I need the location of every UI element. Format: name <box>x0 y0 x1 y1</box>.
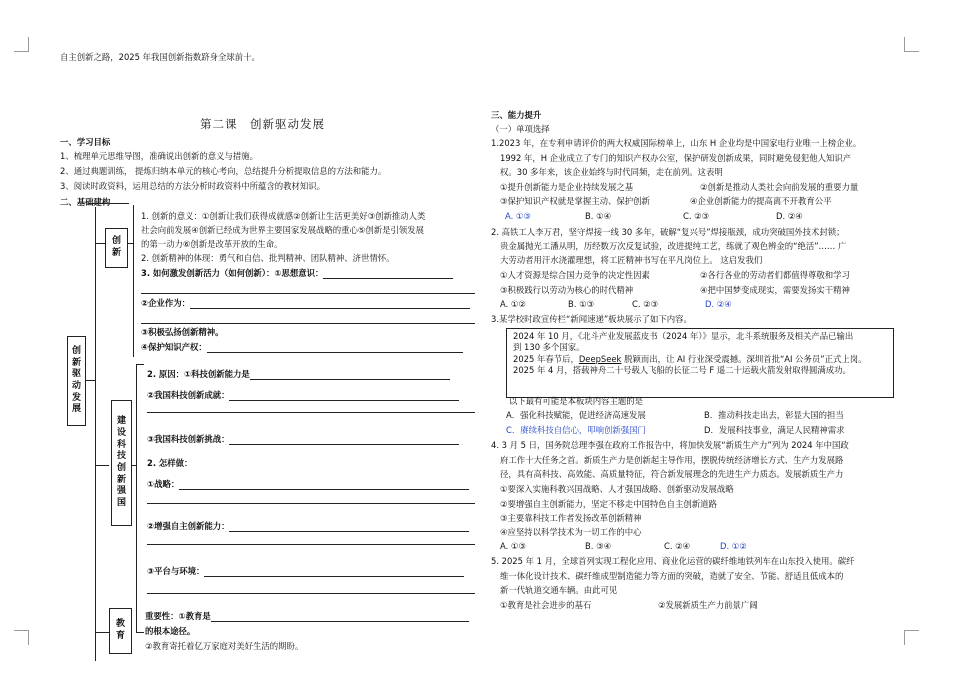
box-char: 新 <box>116 474 126 485</box>
box-char: 国 <box>116 498 126 509</box>
q5-line2: 维一体化设计技术、碳纤维成型制造能力等方面的突破，造就了安全、节能、舒适且低成本的 <box>500 571 844 581</box>
crop-mark-top-right <box>904 37 919 52</box>
q1-option-2: ②创新是推动人类社会向前发展的重要力量 <box>700 182 859 192</box>
answer-line[interactable] <box>147 593 475 594</box>
connector-line <box>133 205 134 357</box>
box-char: 展 <box>71 404 81 415</box>
box-char: 新 <box>111 248 121 258</box>
q4-answer-a[interactable]: A. ①③ <box>500 541 526 551</box>
q1-line3: 权。30 多年来，该企业始终与时代同频，走在前列。这表明 <box>500 167 723 177</box>
q2-option-1: ①人才资源是综合国力竞争的决定性因素 <box>500 270 650 280</box>
q4-line2: 府工作十大任务之首。新质生产力是创新起主导作用，摆脱传统经济增长方式、生产力发展路 <box>500 455 844 465</box>
answer-blank[interactable] <box>204 567 464 577</box>
q1-answer-c[interactable]: C. ②③ <box>683 211 710 221</box>
answer-line[interactable] <box>141 323 475 324</box>
q3-option-c[interactable]: C．赓续科技自信心，叩响创新强国门 <box>506 425 646 435</box>
q3-option-a[interactable]: A．强化科技赋能，促进经济高速发展 <box>506 410 646 420</box>
box-char: 创 <box>111 236 121 247</box>
answer-blank[interactable] <box>229 391 459 401</box>
q5-option-1: ①教育是社会进步的基石 <box>500 600 592 610</box>
b2-strategy-line <box>147 479 469 490</box>
connector-line <box>136 632 144 633</box>
q2-answer-a[interactable]: A. ①② <box>500 299 526 309</box>
answer-blank[interactable] <box>207 343 463 353</box>
answer-blank[interactable] <box>179 480 469 490</box>
box-char: 育 <box>115 631 125 641</box>
b1-ip-line <box>141 342 463 353</box>
q4-option-1: ①要深入实施科教兴国战略、人才强国战略、创新驱动发展战略 <box>500 484 734 494</box>
goal-item: 2、通过典题训练， 提炼归纳本单元的核心考向，总结提升分析提取信息的方法和能力。 <box>60 166 387 176</box>
answer-blank[interactable] <box>211 612 469 622</box>
b2-platform-text: ③平台与环境： <box>147 566 205 576</box>
b2-platform-line <box>147 566 464 577</box>
q2-answer-c[interactable]: C. ②③ <box>632 299 659 309</box>
top-note: 自主创新之路，2025 年我国创新指数跻身全球前十。 <box>60 52 260 62</box>
q1-answer-b[interactable]: B. ①④ <box>585 211 612 221</box>
b1-meaning-line2: 社会向前发展④创新已经成为世界主要国家发展战略的重心⑤创新是引领发展 <box>141 225 425 235</box>
section-heading: 三、能力提升 <box>491 110 542 120</box>
q2-line1: 2. 高铁工人李万君，坚守焊接一线 30 多年，破解“复兴号”焊接瓶颈，成功突破国外技术封锁； <box>491 227 845 237</box>
box-char: 教 <box>115 619 125 630</box>
q2-option-2: ②各行各业的劳动者们都值得尊敬和学习 <box>700 270 850 280</box>
q3-news2-post: 脱颖而出，让 AI 行业深受震撼。深圳首批“AI 公务员”正式上岗。 <box>621 353 867 364</box>
b2-challenge-text: ③我国科技创新挑战： <box>147 434 230 444</box>
answer-blank[interactable] <box>229 435 459 445</box>
box-char: 技 <box>116 451 126 462</box>
box-char: 强 <box>116 486 126 497</box>
b1-spirit-promote: ③积极弘扬创新精神。 <box>141 327 224 337</box>
q3-intro: 3.某学校时政宣传栏“新闻速递”板块展示了如下内容。 <box>491 314 692 324</box>
b2-reason-text: 2. 原因：①科技创新能力是 <box>147 369 250 379</box>
goal-item: 3、阅读时政资料，运用总结的方法分析时政资料中所蕴含的教材知识。 <box>60 181 325 191</box>
branch-education-box <box>109 608 132 654</box>
b2-strategy-text: ①战略： <box>147 479 180 489</box>
answer-blank[interactable] <box>323 269 453 279</box>
b3-hope-line: ②教育寄托着亿万家庭对美好生活的期盼。 <box>145 641 304 651</box>
q3-option-d[interactable]: D．发展科技事业，满足人民精神需求 <box>704 425 845 435</box>
q2-option-3: ③积极践行以劳动为核心的时代精神 <box>500 285 634 295</box>
q1-answer-d[interactable]: D. ②④ <box>776 211 803 221</box>
answer-line[interactable] <box>147 503 475 504</box>
q4-option-2: ②要增强自主创新能力，坚定不移走中国特色自主创新道路 <box>500 499 717 509</box>
q3-news1a: 2024 年 10 月，《北斗产业发展蓝皮书（2024 年）》显示，北斗系统服务及相关产品已输出 <box>513 331 854 341</box>
q1-answer-a[interactable]: A. ①③ <box>505 211 531 221</box>
answer-blank[interactable] <box>250 370 450 380</box>
b1-ip-text: ④保护知识产权： <box>141 342 207 352</box>
box-char: 建 <box>116 416 126 427</box>
connector-line <box>95 207 96 661</box>
q2-option-4: ④把中国梦变成现实，需要发扬实干精神 <box>700 285 850 295</box>
b2-how-heading: 2. 怎样做： <box>147 458 193 468</box>
q1-line2: 1992 年，H 企业成立了专门的知识产权办公室，保护研发创新成果，同时避免侵犯他人知识产 <box>500 153 852 163</box>
q3-news2 <box>513 354 887 365</box>
box-char: 动 <box>71 381 81 391</box>
mindmap-root-box <box>67 336 86 426</box>
box-char: 驱 <box>71 369 81 380</box>
q5-line1: 5. 2025 年 1 月，全球首列实现工程化应用、商业化运营的碳纤维地铁列车在山东投入使用。碳纤 <box>491 556 855 566</box>
q4-option-3: ③主要靠科技工作者发扬改革创新精神 <box>500 513 642 523</box>
crop-mark-top-left <box>14 37 29 52</box>
b2-challenge-line <box>147 434 459 445</box>
b2-achieve-text: ②我国科技创新成就： <box>147 390 230 400</box>
connector-line <box>136 364 144 365</box>
q1-option-3: ③保护知识产权就是掌握主动、保护创新 <box>500 196 650 206</box>
q3-news2-pre: 2025 年春节后， <box>513 353 579 364</box>
base-heading: 二、基础建构 <box>60 197 111 207</box>
goal-item: 1、梳理单元思维导图，准确说出创新的意义与措施。 <box>60 151 258 161</box>
lesson-title: 第二课 创新驱动发展 <box>200 117 325 131</box>
box-char: 发 <box>71 392 81 403</box>
q1-option-1: ①提升创新能力是企业持续发展之基 <box>500 182 634 192</box>
b2-capacity-line <box>147 521 469 532</box>
crop-mark-bottom-left <box>14 630 29 645</box>
answer-line[interactable] <box>141 293 475 294</box>
q4-answer-b[interactable]: B. ③④ <box>585 541 612 551</box>
sub-heading: （一）单项选择 <box>491 124 550 134</box>
q4-line3: 径，具有高科技、高效能、高质量特征，符合新发展理念的先进生产力质态。发展新质生产力 <box>500 469 844 479</box>
b1-spirit-line: 2. 创新精神的体现：勇气和自信、批判精神、团队精神、济世情怀。 <box>141 253 395 263</box>
b2-achieve-line <box>147 390 459 401</box>
answer-blank[interactable] <box>190 299 470 309</box>
box-char: 新 <box>71 357 81 368</box>
q3-news1b: 到 130 多个国家。 <box>513 342 585 353</box>
b1-meaning-line3: 的第一动力⑥创新是改革开放的生命。 <box>141 239 283 249</box>
b1-meaning-line1: 1. 创新的意义：①创新让我们获得成就感②创新让生活更美好③创新推动人类 <box>141 211 426 221</box>
q2-answer-b[interactable]: B. ①③ <box>568 299 595 309</box>
q2-answer-d[interactable]: D. ②④ <box>705 299 732 309</box>
q2-line2: 贵金属抛光工潘从明，历经数万次反复试验，改进提纯工艺，练就了观色辨金的“绝活”…… 广 <box>500 241 847 251</box>
q4-option-4: ④应坚持以科学技术为一切工作的中心 <box>500 527 642 537</box>
b1-company-line <box>141 298 470 309</box>
b2-reason-line <box>147 369 450 380</box>
q5-line3: 新一代轨道交通车辆。由此可见 <box>500 585 618 595</box>
connector-line <box>127 243 134 244</box>
q5-option-2: ②发展新质生产力前景广阔 <box>658 600 758 610</box>
q3-ask: 以下最有可能是本板块内容主题的是 <box>509 396 643 406</box>
box-char: 创 <box>116 463 126 473</box>
connector-line <box>88 203 129 204</box>
q2-line3: 大劳动者用汗水浇灌理想，将工匠精神书写在平凡岗位上。 这启发我们 <box>500 255 763 265</box>
b3-path-line: 的根本途径。 <box>145 626 196 636</box>
crop-mark-bottom-right <box>904 630 919 645</box>
b3-importance-text: 重要性：①教育是 <box>145 611 211 621</box>
connector-line <box>95 243 105 244</box>
q3-option-b[interactable]: B．推动科技走出去，彰显大国的担当 <box>704 410 844 420</box>
q4-answer-c[interactable]: C. ②④ <box>664 541 691 551</box>
branch-tech-nation-box <box>111 400 132 526</box>
goals-heading: 一、学习目标 <box>60 137 111 147</box>
box-char: 科 <box>116 439 126 450</box>
q3-news-box <box>506 328 894 398</box>
q1-option-4: ④企业创新能力的提高离不开教育公平 <box>690 196 832 206</box>
answer-blank[interactable] <box>229 522 469 532</box>
connector-line <box>95 465 109 466</box>
q4-answer-d[interactable]: D. ①② <box>720 541 747 551</box>
b3-importance-line <box>145 611 469 622</box>
answer-line[interactable] <box>147 412 475 413</box>
branch-innovation-box <box>105 228 128 268</box>
box-char: 设 <box>116 427 126 438</box>
b2-capacity-text: ②增强自主创新能力： <box>147 521 230 531</box>
connector-line <box>95 632 109 633</box>
q1-line1: 1.2023 年，在专利申请评价的两大权威国际榜单上，山东 H 企业均是中国家电行业唯一上榜企业。 <box>491 138 862 148</box>
answer-line[interactable] <box>147 544 475 545</box>
connector-line <box>136 364 137 632</box>
b1-how-line <box>141 268 453 279</box>
q3-news2-word: DeepSeek <box>578 353 622 364</box>
q4-line1: 4. 3 月 5 日，国务院总理李强在政府工作报告中，将加快发展“新质生产力”列为 2024 年中国政 <box>491 440 849 450</box>
box-char: 创 <box>71 345 81 356</box>
b1-how-text: 3. 如何激发创新活力（如何创新）：①思想意识： <box>141 268 324 278</box>
q3-news3: 2025 年 4 月，搭载神舟二十号载人飞船的长征二号 F 遥二十运载火箭发射取得圆满成功。 <box>513 365 851 376</box>
b1-company-text: ②企业作为： <box>141 298 190 308</box>
